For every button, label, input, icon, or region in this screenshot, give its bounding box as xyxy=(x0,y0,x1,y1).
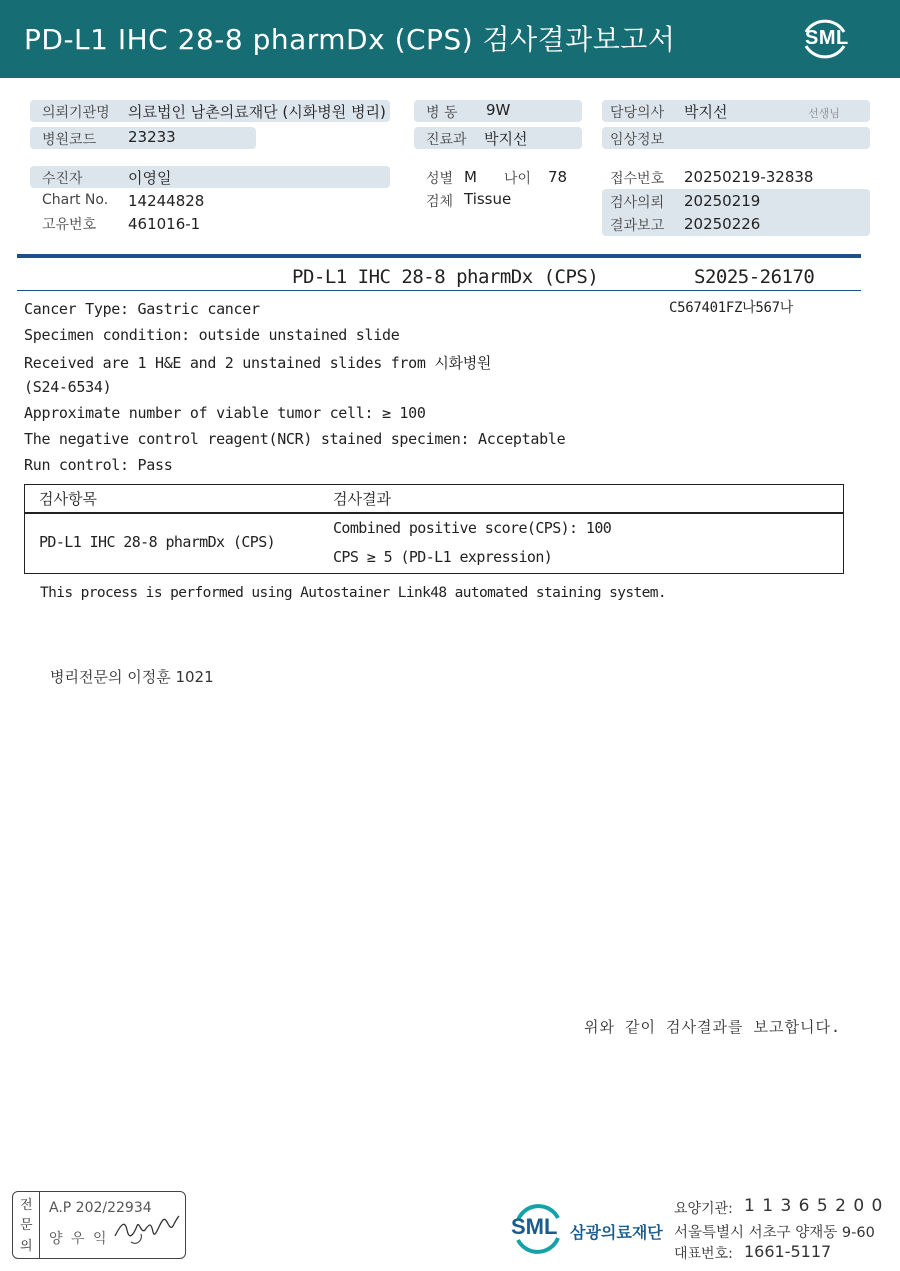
ncr-line: The negative control reagent(NCR) stained specimen: Acceptable xyxy=(24,430,566,448)
cps-expression-cell: CPS ≥ 5 (PD-L1 expression) xyxy=(333,548,553,566)
age-value: 78 xyxy=(548,168,568,186)
barcode-code: C567401FZ나567나 xyxy=(669,300,793,316)
report-title: PD-L1 IHC 28-8 pharmDx (CPS) 검사결과보고서 xyxy=(24,23,676,56)
request-value: 20250219 xyxy=(684,192,761,210)
patient-label: 수진자 xyxy=(42,171,83,187)
doctor-value: 박지선 xyxy=(684,103,728,121)
doctor-label: 담당의사 xyxy=(610,105,665,121)
specimen-value: Tissue xyxy=(464,190,512,208)
org-logo-text: SML xyxy=(511,1214,558,1239)
ap-number: A.P 202/22934 xyxy=(49,1200,152,1216)
chart-value: 14244828 xyxy=(128,192,205,210)
section-divider-thin xyxy=(17,290,861,291)
receipt-value: 20250219-32838 xyxy=(684,168,814,186)
handwritten-signature xyxy=(111,1206,183,1250)
ward-value: 9W xyxy=(486,101,511,119)
hospital-code-value: 23233 xyxy=(128,128,176,146)
institution-label: 의뢰기관명 xyxy=(42,105,110,121)
age-label: 나이 xyxy=(504,171,532,187)
org-address: 서울특별시 서초구 양재동 9-60 xyxy=(674,1225,875,1241)
closing-statement: 위와 같이 검사결과를 보고합니다. xyxy=(584,1018,841,1036)
report-date-label: 결과보고 xyxy=(610,218,665,234)
dept-value: 박지선 xyxy=(484,130,528,148)
signer-name: 양 우 익 xyxy=(49,1231,109,1247)
tumor-cell-line: Approximate number of viable tumor cell: ≥ 100 xyxy=(24,404,426,422)
patient-row xyxy=(30,166,390,188)
test-item-cell: PD-L1 IHC 28-8 pharmDx (CPS) xyxy=(39,533,276,551)
stamp-char-2: 문 xyxy=(20,1218,33,1233)
logo-text: SML xyxy=(805,27,849,49)
process-note: This process is performed using Autostainer Link48 automated staining system. xyxy=(40,585,666,601)
result-table xyxy=(24,484,844,574)
header-bar xyxy=(0,0,900,78)
sex-label: 성별 xyxy=(426,171,454,187)
test-name-heading: PD-L1 IHC 28-8 pharmDx (CPS) xyxy=(292,266,599,288)
table-header-divider xyxy=(25,512,843,514)
section-divider-thick xyxy=(17,254,861,258)
org-name: 삼광의료재단 xyxy=(570,1223,663,1242)
ward-label: 병 동 xyxy=(426,105,458,121)
cps-score-cell: Combined positive score(CPS): 100 xyxy=(333,519,612,537)
phone-value: 1661-5117 xyxy=(744,1242,832,1261)
received-line: Received are 1 H&E and 2 unstained slides from 시화병원 xyxy=(24,354,492,372)
id-label: 고유번호 xyxy=(42,217,97,233)
institution-value: 의료법인 남촌의료재단 (시화병원 병리) xyxy=(128,103,386,121)
phone-label: 대표번호: xyxy=(674,1246,733,1262)
specimen-label: 검체 xyxy=(426,194,454,210)
stamp-char-1: 전 xyxy=(20,1198,33,1213)
col-result-header: 검사결과 xyxy=(333,490,391,508)
stamp-char-3: 의 xyxy=(20,1239,33,1254)
run-control-line: Run control: Pass xyxy=(24,456,173,474)
doctor-suffix: 선생님 xyxy=(808,107,840,120)
specialist-stamp-box xyxy=(12,1191,186,1259)
sex-value: M xyxy=(464,168,477,186)
hospital-code-label: 병원코드 xyxy=(42,132,97,148)
chart-label: Chart No. xyxy=(42,192,109,208)
dept-label: 진료과 xyxy=(426,132,467,148)
cancer-type-line: Cancer Type: Gastric cancer xyxy=(24,300,260,318)
agency-value: 1 1 3 6 5 2 0 0 xyxy=(744,1196,884,1216)
report-date-value: 20250226 xyxy=(684,215,761,233)
receipt-label: 접수번호 xyxy=(610,171,665,187)
col-item-header: 검사항목 xyxy=(39,490,97,508)
clinical-label: 임상정보 xyxy=(610,132,665,148)
agency-label: 요양기관: xyxy=(674,1201,733,1217)
pathologist-signature: 병리전문의 이정훈 1021 xyxy=(50,668,214,686)
id-value: 461016-1 xyxy=(128,215,201,233)
reference-line: (S24-6534) xyxy=(24,378,112,396)
request-label: 검사의뢰 xyxy=(610,195,665,211)
specimen-condition-line: Specimen condition: outside unstained slide xyxy=(24,326,400,344)
accession-number: S2025-26170 xyxy=(694,266,815,288)
patient-value: 이영일 xyxy=(128,169,172,187)
